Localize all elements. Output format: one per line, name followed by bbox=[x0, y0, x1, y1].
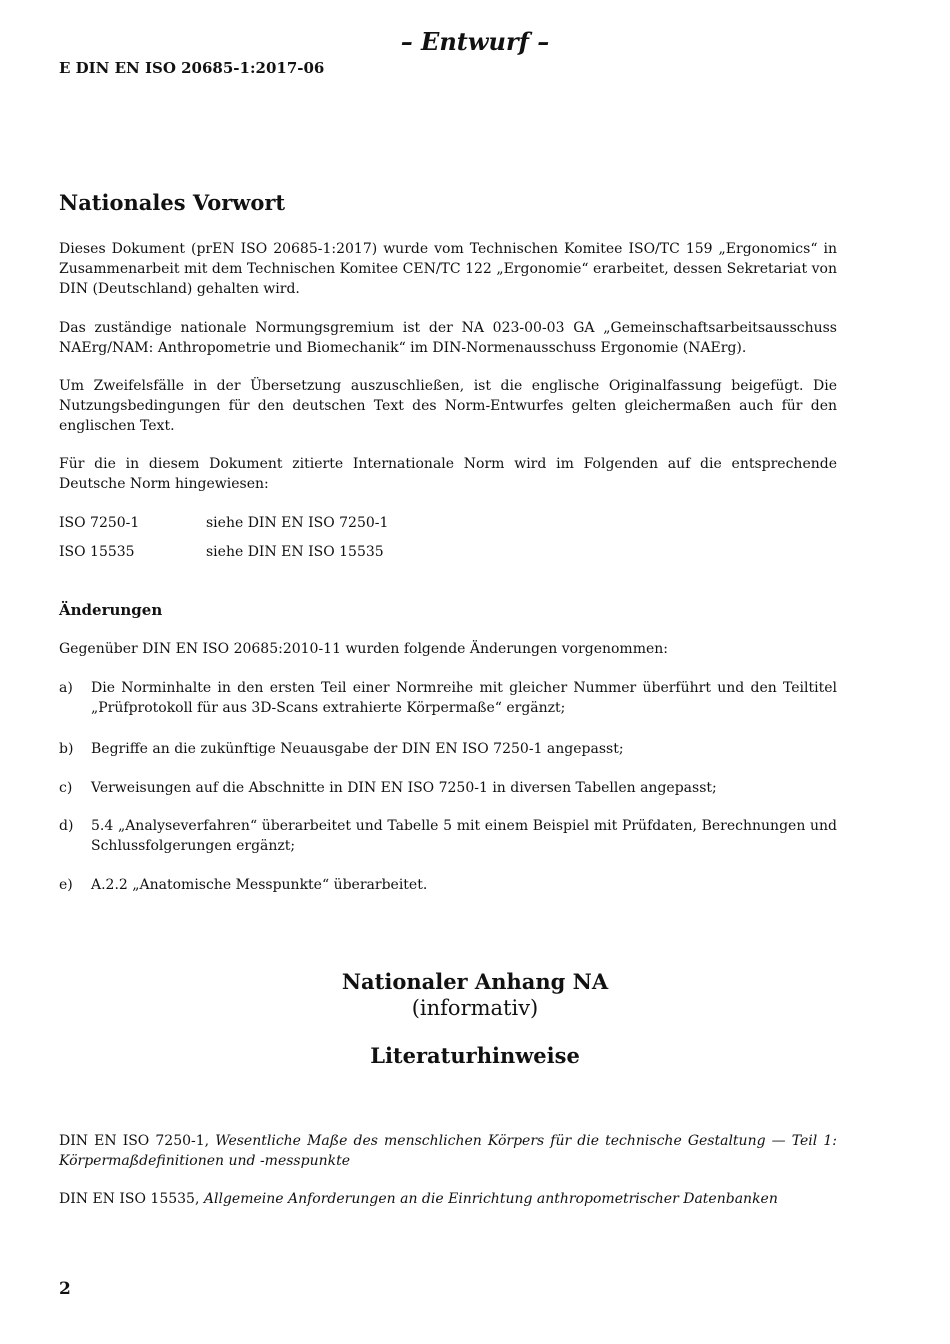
reference-code: ISO 15535 bbox=[59, 544, 135, 560]
list-item-text: Begriffe an die zukünftige Neuausgabe der DIN EN ISO 7250-1 angepasst; bbox=[91, 741, 624, 757]
page-number: 2 bbox=[59, 1279, 71, 1299]
annex-subtitle: (informativ) bbox=[411, 996, 539, 1020]
list-marker: e) bbox=[59, 877, 73, 893]
foreword-paragraph-4: Für die in diesem Dokument zitierte Internationale Norm wird im Folgenden auf die entsprechende Deutsche Norm hingewiesen: bbox=[59, 456, 837, 492]
foreword-paragraph-1: Dieses Dokument (prEN ISO 20685-1:2017) wurde vom Technischen Komitee ISO/TC 159 „Ergonomics“ in Zusammenarbeit mit dem Technischen Komitee CEN/TC 122 „Ergonomie“ erarbeitet, dessen Sekretariat von DIN (Deutschland) gehalten wird. bbox=[59, 241, 837, 297]
changes-intro: Gegenüber DIN EN ISO 20685:2010-11 wurden folgende Änderungen vorgenommen: bbox=[59, 641, 668, 657]
list-marker: b) bbox=[59, 741, 74, 757]
change-item-b bbox=[59, 739, 837, 759]
draft-mark: – Entwurf – bbox=[400, 27, 550, 56]
annex-heading bbox=[0, 969, 950, 1021]
reference-code: ISO 7250-1 bbox=[59, 515, 140, 531]
bibliography-title-text: Wesentliche Maße des menschlichen Körpers für die technische Gestaltung — Teil 1: Körpermaßdefinitionen und -messpunkte bbox=[59, 1133, 837, 1169]
bibliography-ref: DIN EN ISO 7250-1, bbox=[59, 1133, 216, 1149]
bibliography-title: Literaturhinweise bbox=[370, 1043, 580, 1068]
list-item-text: Verweisungen auf die Abschnitte in DIN EN ISO 7250-1 in diversen Tabellen angepasst; bbox=[91, 780, 717, 796]
document-id: E DIN EN ISO 20685-1:2017-06 bbox=[59, 59, 325, 77]
change-item-e bbox=[59, 875, 837, 895]
reference-row bbox=[59, 542, 837, 562]
foreword-paragraph-2: Das zuständige nationale Normungsgremium ist der NA 023-00-03 GA „Gemeinschaftsarbeitsausschuss NAErg/NAM: Anthropometrie und Biomechanik“ im DIN-Normenausschuss Ergonomie (NAErg). bbox=[59, 320, 837, 356]
list-item-text: Die Norminhalte in den ersten Teil einer Normreihe mit gleicher Nummer überführt und den Teiltitel „Prüfprotokoll für aus 3D‑Scans extrahierte Körpermaße“ ergänzt; bbox=[91, 680, 837, 716]
annex-title: Nationaler Anhang NA bbox=[341, 969, 609, 994]
change-item-a bbox=[59, 678, 837, 718]
bibliography-title-text: Allgemeine Anforderungen an die Einrichtung anthropometrischer Datenbanken bbox=[203, 1191, 778, 1207]
reference-target: siehe DIN EN ISO 15535 bbox=[206, 544, 384, 560]
change-item-c bbox=[59, 778, 837, 798]
change-item-d bbox=[59, 816, 837, 856]
bibliography-entry bbox=[59, 1189, 837, 1209]
bibliography-ref: DIN EN ISO 15535, bbox=[59, 1191, 204, 1207]
list-marker: d) bbox=[59, 818, 74, 834]
list-marker: c) bbox=[59, 780, 73, 796]
reference-target: siehe DIN EN ISO 7250-1 bbox=[206, 515, 389, 531]
list-item-text: A.2.2 „Anatomische Messpunkte“ überarbeitet. bbox=[91, 877, 428, 893]
list-marker: a) bbox=[59, 680, 73, 696]
bibliography-entry bbox=[59, 1131, 837, 1171]
changes-title: Änderungen bbox=[59, 601, 163, 619]
foreword-title: Nationales Vorwort bbox=[59, 190, 286, 215]
reference-row bbox=[59, 513, 837, 533]
list-item-text: 5.4 „Analyseverfahren“ überarbeitet und Tabelle 5 mit einem Beispiel mit Prüfdaten, Berechnungen und Schlussfolgerungen ergänzt; bbox=[91, 818, 837, 854]
foreword-paragraph-3: Um Zweifelsfälle in der Übersetzung auszuschließen, ist die englische Originalfassung beigefügt. Die Nutzungsbedingungen für den deutschen Text des Norm-Entwurfes gelten gleichermaßen auch für den englischen Text. bbox=[59, 378, 837, 434]
